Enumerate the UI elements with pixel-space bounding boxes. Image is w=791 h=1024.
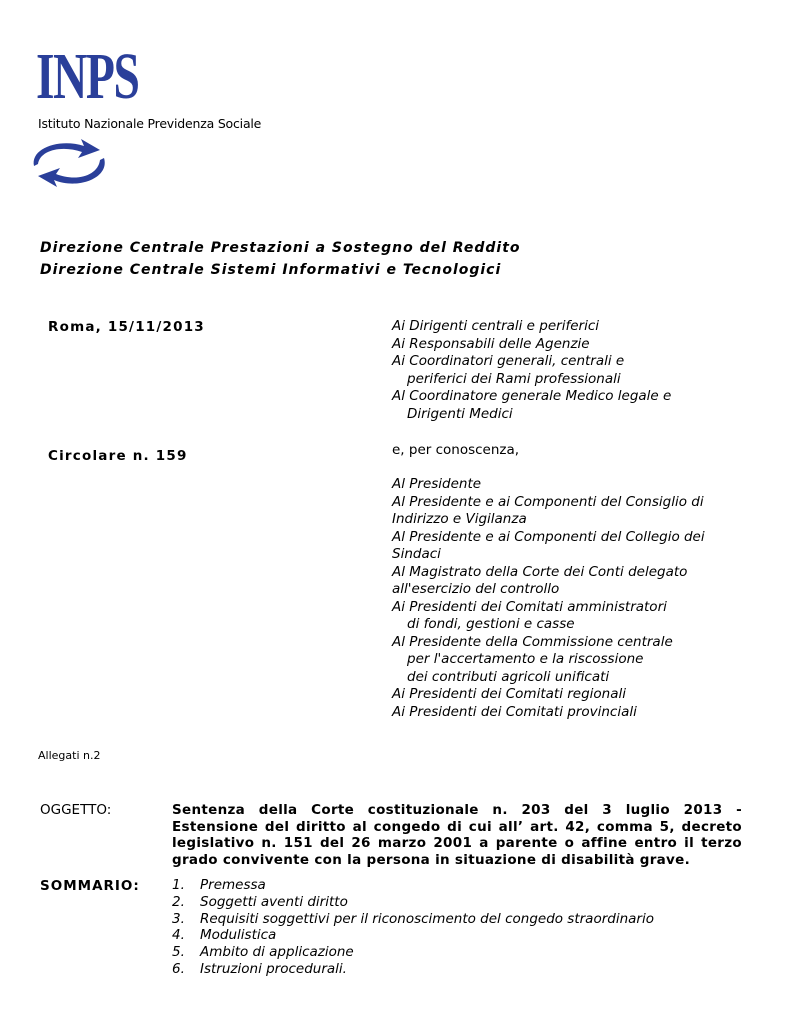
recipients-list [392, 318, 671, 423]
cc-recipient: Ai Presidenti dei Comitati provinciali [392, 703, 637, 720]
direction-line-1: Direzione Centrale Prestazioni a Sostegno del Reddito [40, 240, 521, 256]
cc-recipient: di fondi, gestioni e casse [407, 616, 575, 632]
cc-recipient: Sindaci [392, 546, 441, 562]
circular-arrows-icon [26, 136, 112, 190]
for-knowledge-label: e, per conoscenza, [392, 442, 520, 458]
cc-recipient: Indirizzo e Vigilanza [392, 511, 527, 527]
cc-recipient: Ai Presidenti dei Comitati amministratori [392, 598, 667, 615]
summary-item: 1. Premessa [172, 877, 266, 893]
summary-item: 2. Soggetti aventi diritto [172, 893, 348, 910]
attachments-count: Allegati n.2 [38, 749, 101, 762]
summary-item: 6. Istruzioni procedurali. [172, 960, 347, 977]
cc-recipient: Al Presidente [392, 476, 482, 492]
circular-number: Circolare n. 159 [48, 448, 188, 464]
cc-recipient: all'esercizio del controllo [392, 581, 560, 597]
summary-item: 5. Ambito di applicazione [172, 944, 354, 961]
cc-recipient: dei contributi agricoli unificati [407, 668, 610, 685]
place-date: Roma, 15/11/2013 [48, 319, 205, 335]
summary-label: SOMMARIO: [40, 878, 140, 894]
cc-recipients-list [392, 476, 705, 721]
recipient: Ai Dirigenti centrali e periferici [392, 318, 599, 334]
recipient: Ai Coordinatori generali, centrali e [392, 353, 625, 369]
cc-recipient: Al Presidente della Commissione centrale [392, 633, 673, 650]
summary-item: 4. Modulistica [172, 927, 277, 944]
recipient: Al Coordinatore generale Medico legale e [392, 388, 672, 404]
subject-label: OGGETTO: [40, 802, 112, 818]
cc-recipient: Al Magistrato della Corte dei Conti delegato [392, 563, 688, 580]
cc-recipient: Ai Presidenti dei Comitati regionali [392, 686, 626, 702]
direction-line-2: Direzione Centrale Sistemi Informativi e Tecnologici [40, 262, 502, 278]
summary-list [172, 877, 654, 978]
cc-recipient: Al Presidente e ai Componenti del Collegio dei [392, 528, 705, 545]
inps-logo-text: INPS [36, 40, 139, 113]
subject-text: Sentenza della Corte costituzionale n. 203 del 3 luglio 2013 - Estensione del diritto al congedo di cui all’ art. 42, comma 5, decreto legislativo n. 151 del 26 marzo 2001 a parente o affine entro il terzo grado convivente con la persona in situazione di disabilità grave. [172, 802, 742, 868]
cc-recipient: per l'accertamento e la riscossione [407, 651, 644, 667]
summary-item: 3. Requisiti soggettivi per il riconoscimento del congedo straordinario [172, 910, 654, 927]
recipient: periferici dei Rami professionali [407, 370, 621, 387]
recipient: Dirigenti Medici [407, 405, 513, 422]
cc-recipient: Al Presidente e ai Componenti del Consiglio di [392, 493, 704, 510]
recipient: Ai Responsabili delle Agenzie [392, 335, 590, 352]
logo-subtitle: Istituto Nazionale Previdenza Sociale [38, 116, 262, 131]
